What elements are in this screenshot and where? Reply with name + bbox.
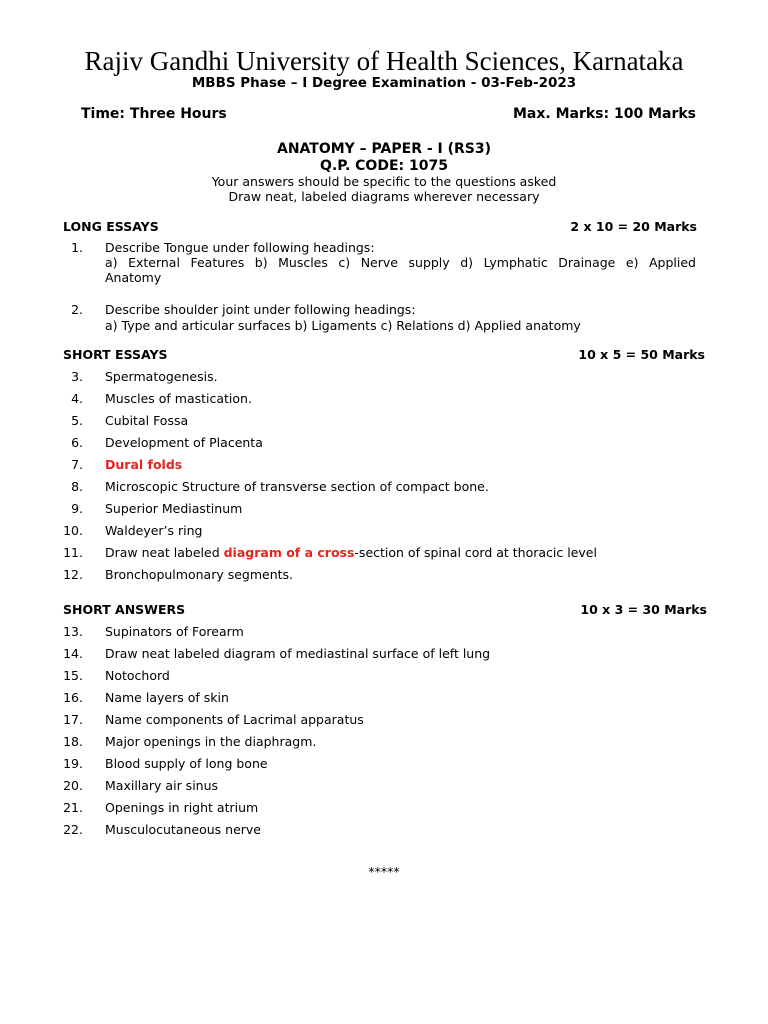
exam-title: MBBS Phase – I Degree Examination - 03-Feb-2023 — [191, 75, 577, 91]
question-number: 12. — [63, 567, 83, 582]
question-1-subheadings-line-2: Anatomy — [105, 270, 162, 285]
question-number: 1. — [71, 240, 83, 255]
question-text: Blood supply of long bone — [105, 756, 268, 771]
long-essays-title: LONG ESSAYS — [63, 219, 159, 234]
question-number: 18. — [63, 734, 83, 749]
short-answers-title: SHORT ANSWERS — [63, 602, 186, 617]
short-essays-marks: 10 x 5 = 50 Marks — [578, 347, 705, 362]
question-text: Waldeyer’s ring — [105, 523, 203, 538]
question-text: Describe shoulder joint under following headings: — [105, 302, 416, 317]
question-text-part: Draw neat labeled — [105, 545, 224, 560]
question-text: Musculocutaneous nerve — [105, 822, 261, 837]
question-text: Development of Placenta — [105, 435, 263, 450]
question-text: Cubital Fossa — [105, 413, 189, 428]
question-text: Microscopic Structure of transverse section of compact bone. — [105, 479, 489, 494]
question-text: Notochord — [105, 668, 170, 683]
instruction-diagrams: Draw neat, labeled diagrams wherever necessary — [228, 189, 540, 204]
question-number: 14. — [63, 646, 83, 661]
question-number: 5. — [71, 413, 83, 428]
end-marker: ***** — [368, 864, 400, 879]
question-text: Supinators of Forearm — [105, 624, 244, 639]
time-label: Time: Three Hours — [81, 106, 227, 122]
question-text: Openings in right atrium — [105, 800, 259, 815]
question-text-highlighted: Dural folds — [105, 457, 183, 472]
question-text: Superior Mediastinum — [105, 501, 243, 516]
question-number: 15. — [63, 668, 83, 683]
question-text-part: -section of spinal cord at thoracic level — [354, 545, 597, 560]
question-1-subheadings-line-1: a) External Features b) Muscles c) Nerve supply d) Lymphatic Drainage e) Applied — [105, 255, 696, 270]
qp-code: Q.P. CODE: 1075 — [320, 158, 448, 174]
question-number: 7. — [71, 457, 83, 472]
question-number: 19. — [63, 756, 83, 771]
question-number: 4. — [71, 391, 83, 406]
question-number: 22. — [63, 822, 83, 837]
question-text: Bronchopulmonary segments. — [105, 567, 294, 582]
question-text: Name layers of skin — [105, 690, 229, 705]
question-number: 3. — [71, 369, 83, 384]
question-text: Muscles of mastication. — [105, 391, 252, 406]
question-number: 13. — [63, 624, 83, 639]
question-text: Spermatogenesis. — [105, 369, 218, 384]
question-2-subheadings: a) Type and articular surfaces b) Ligaments c) Relations d) Applied anatomy — [105, 318, 581, 333]
question-number: 16. — [63, 690, 83, 705]
instruction-specific: Your answers should be specific to the questions asked — [211, 174, 557, 189]
question-text: Describe Tongue under following headings: — [105, 240, 375, 255]
long-essays-marks: 2 x 10 = 20 Marks — [570, 219, 697, 234]
question-text: Maxillary air sinus — [105, 778, 219, 793]
short-answers-marks: 10 x 3 = 30 Marks — [580, 602, 707, 617]
question-number: 6. — [71, 435, 83, 450]
question-text-highlighted: diagram of a cross — [223, 545, 355, 560]
question-text — [105, 545, 696, 560]
question-number: 8. — [71, 479, 83, 494]
university-title: Rajiv Gandhi University of Health Sciences, Karnataka — [84, 46, 684, 76]
paper-title: ANATOMY – PAPER - I (RS3) — [276, 141, 492, 157]
question-number: 2. — [71, 302, 83, 317]
question-number: 20. — [63, 778, 83, 793]
question-number: 21. — [63, 800, 83, 815]
max-marks-label: Max. Marks: 100 Marks — [512, 106, 696, 122]
question-text: Name components of Lacrimal apparatus — [105, 712, 364, 727]
short-essays-title: SHORT ESSAYS — [63, 347, 168, 362]
question-number: 9. — [71, 501, 83, 516]
question-number: 10. — [63, 523, 83, 538]
question-number: 17. — [63, 712, 83, 727]
question-text: Major openings in the diaphragm. — [105, 734, 317, 749]
question-text: Draw neat labeled diagram of mediastinal surface of left lung — [105, 646, 491, 661]
question-number: 11. — [63, 545, 83, 560]
